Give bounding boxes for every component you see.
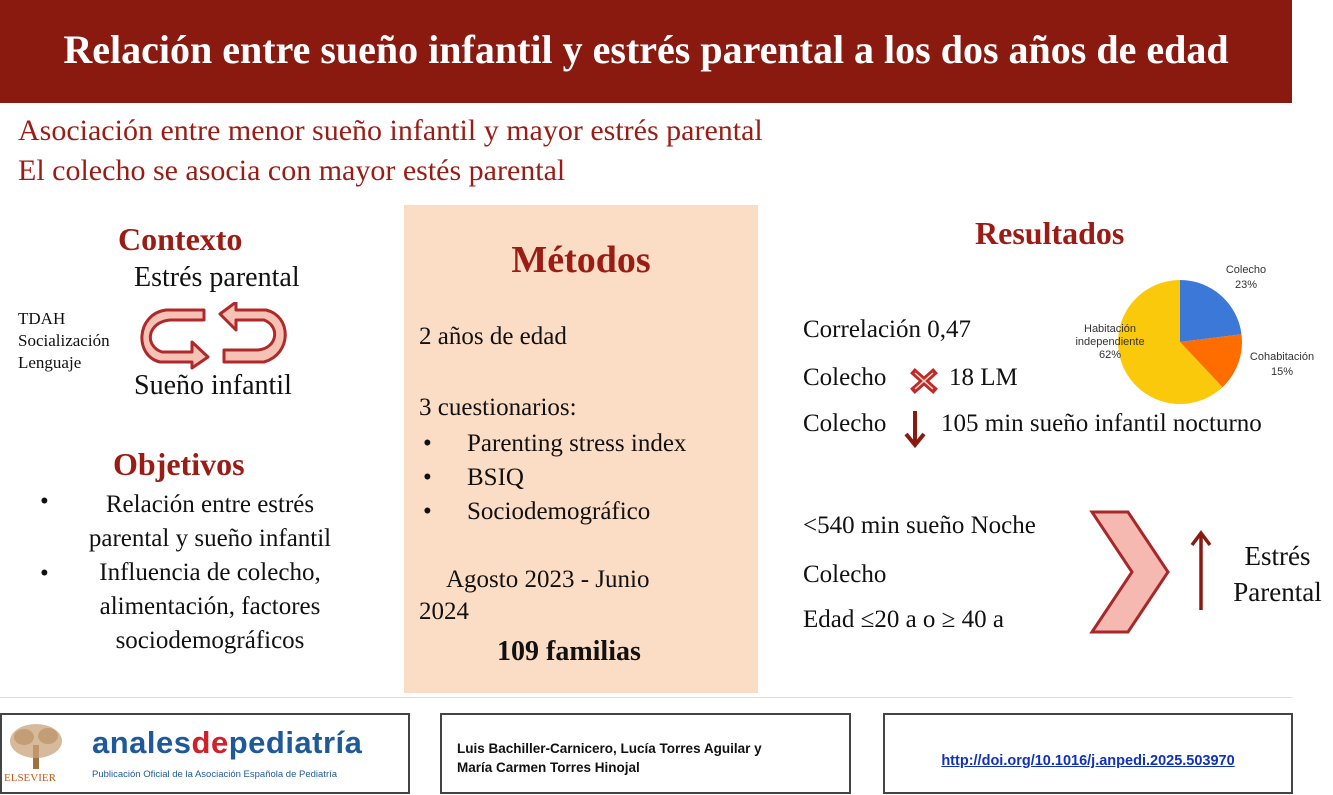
doi-box	[883, 713, 1293, 794]
journal-name-part: de	[191, 725, 229, 760]
metodos-period-line-1: Agosto 2023 - Junio	[446, 566, 650, 593]
result-correlation: Correlación 0,47	[803, 316, 972, 343]
pie-label-habitacion-1: Habitación	[1084, 323, 1136, 335]
authors-line: María Carmen Torres Hinojal	[457, 760, 640, 775]
contexto-bottom-label: Sueño infantil	[134, 370, 292, 401]
cross-icon	[910, 368, 938, 394]
elsevier-tree-icon	[6, 721, 66, 771]
journal-name	[92, 725, 362, 761]
result-outcome	[1222, 538, 1333, 610]
pie-pct-colecho: 23%	[1234, 279, 1258, 291]
result-outcome-line: Parental	[1233, 577, 1322, 607]
pie-label-colecho: Colecho	[1225, 264, 1267, 276]
journal-name-part: pediatría	[228, 725, 363, 760]
pie-slice-colecho	[1180, 280, 1242, 342]
contexto-side-item: TDAH	[18, 309, 66, 328]
metodos-period-line-2: 2024	[419, 598, 469, 625]
result-factor: <540 min sueño Noche	[803, 512, 1036, 539]
chevron-right-icon	[1088, 508, 1172, 636]
result-factor: Edad ≤20 a o ≥ 40 a	[803, 606, 1005, 633]
metodos-heading: Métodos	[511, 239, 651, 281]
authors-line: Luis Bachiller-Carnicero, Lucía Torres Aguilar y	[457, 741, 762, 756]
cycle-arrows-icon	[140, 302, 290, 370]
objetivos-item-line: Influencia de colecho,	[99, 559, 321, 586]
cycle-arrow-right	[220, 302, 285, 362]
cycle-arrow-left	[142, 310, 208, 368]
objetivos-item-line: sociodemográficos	[115, 627, 305, 654]
contexto-side-item: Lenguaje	[18, 353, 82, 372]
metodos-questionnaires-label: 3 cuestionarios:	[419, 394, 577, 421]
journal-name-part: anales	[92, 725, 192, 760]
authors-box	[440, 713, 851, 794]
result-colecho-lm: 18 LM	[949, 364, 1018, 391]
journal-logo-box	[0, 713, 410, 794]
subtitle-line-1: Asociación entre menor sueño infantil y mayor estrés parental	[18, 114, 763, 147]
footer-divider	[0, 697, 1292, 698]
bullet: •	[40, 488, 49, 515]
arrow-up-icon	[1189, 530, 1213, 612]
result-factor: Colecho	[803, 561, 887, 588]
contexto-heading: Contexto	[118, 221, 243, 257]
result-outcome-line: Estrés	[1244, 541, 1311, 571]
result-colecho-sleep: 105 min sueño infantil nocturno	[941, 410, 1262, 437]
objetivos-item-line: alimentación, factores	[99, 593, 321, 620]
metodos-questionnaire-list	[467, 427, 686, 529]
result-colecho-label: Colecho	[803, 364, 887, 391]
pie-pct-habitacion: 62%	[1098, 349, 1122, 361]
contexto-top-label: Estrés parental	[134, 262, 300, 293]
pie-label-cohabitacion: Cohabitación	[1249, 351, 1315, 363]
result-colecho-label-2: Colecho	[803, 410, 887, 437]
contexto-side-item: Socialización	[18, 331, 110, 350]
page-title: Relación entre sueño infantil y estrés parental a los dos años de edad	[63, 27, 1229, 72]
metodos-age: 2 años de edad	[419, 323, 567, 350]
sleep-arrangement-pie-chart	[1040, 255, 1333, 415]
objetivos-heading: Objetivos	[113, 446, 245, 482]
metodos-families: 109 familias	[497, 636, 641, 667]
objetivos-item-line: parental y sueño infantil	[88, 525, 332, 552]
arrow-down-icon	[903, 409, 927, 449]
resultados-heading: Resultados	[975, 215, 1125, 251]
subtitle-line-2: El colecho se asocia con mayor estés parental	[18, 154, 566, 187]
bullet: •	[40, 560, 49, 587]
publisher-name: ELSEVIER	[4, 772, 56, 784]
doi-link[interactable]: http://doi.org/10.1016/j.anpedi.2025.503970	[941, 753, 1235, 769]
objetivos-item-line: Relación entre estrés	[105, 491, 315, 518]
objetivos-item-1	[60, 488, 360, 658]
authors	[457, 739, 762, 777]
metodos-questionnaire: • Sociodemográfico	[467, 495, 686, 529]
pie-pct-cohabitacion: 15%	[1270, 366, 1294, 378]
pie-label-habitacion-2: independiente	[1075, 336, 1145, 348]
metodos-questionnaire: • BSIQ	[467, 461, 686, 495]
metodos-questionnaire: • Parenting stress index	[467, 427, 686, 461]
journal-tagline: Publicación Oficial de la Asociación Española de Pediatría	[92, 769, 338, 780]
